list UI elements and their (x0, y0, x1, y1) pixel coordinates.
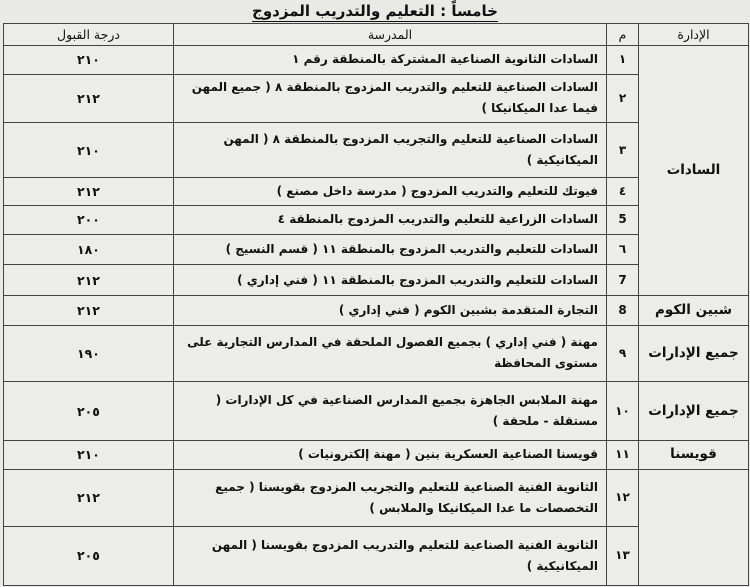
header-admin: الإدارة (639, 24, 749, 46)
school-name: السادات الصناعية للتعليم والتجريب المزدوج بالمنطقة ٨ ( المهن الميكانيكية ) (174, 123, 607, 178)
table-row (4, 123, 749, 178)
table-row (4, 325, 749, 381)
row-num: ٤ (607, 178, 639, 205)
table-row (4, 46, 749, 75)
admin-empty (639, 469, 749, 585)
school-name: فيوتك للتعليم والتدريب المزدوج ( مدرسة داخل مصنع ) (174, 178, 607, 205)
row-num: ٢ (607, 74, 639, 123)
admission-grade: ٢١٢ (4, 264, 174, 296)
table-row (4, 264, 749, 296)
section-title-text: خامساً : التعليم والتدريب المزدوج (252, 2, 498, 20)
row-num: 7 (607, 264, 639, 296)
admission-grade: ٢١٢ (4, 74, 174, 123)
table-row (4, 205, 749, 235)
admission-grade: ٢٠٠ (4, 205, 174, 235)
header-school: المدرسة (174, 24, 607, 46)
school-name: السادات الزراعية للتعليم والتدريب المزدوج بالمنطقة ٤ (174, 205, 607, 235)
admin-sadat: السادات (639, 46, 749, 296)
admin-all-2: جميع الإدارات (639, 381, 749, 440)
row-num: ١٣ (607, 526, 639, 585)
header-grade: درجة القبول (4, 24, 174, 46)
admission-grade: ٢٠٥ (4, 526, 174, 585)
table-row (4, 526, 749, 585)
school-name: مهنة الملابس الجاهزة بجميع المدارس الصناعية في كل الإدارات ( مستقلة - ملحقة ) (174, 381, 607, 440)
row-num: ٩ (607, 325, 639, 381)
school-name: الثانوية الفنية الصناعية للتعليم والتدريب المزدوج بقويسنا ( المهن الميكانيكية ) (174, 526, 607, 585)
school-name: الثانوية الفنية الصناعية للتعليم والتجريب المزدوج بقويسنا ( جميع التخصصات ما عدا الميكانيكا والملابس ) (174, 469, 607, 526)
row-num: ٣ (607, 123, 639, 178)
admin-quesna: قويسنا (639, 441, 749, 470)
row-num: ١١ (607, 441, 639, 470)
school-name: السادات الصناعية للتعليم والتدريب المزدوج بالمنطقة ٨ ( جميع المهن فيما عدا الميكانيكا ) (174, 74, 607, 123)
row-num: ١٢ (607, 469, 639, 526)
admission-grade: ٢١٠ (4, 123, 174, 178)
school-name: التجارة المتقدمة بشبين الكوم ( فني إداري ) (174, 296, 607, 326)
school-name: السادات الثانوية الصناعية المشتركة بالمنطقة رقم ١ (174, 46, 607, 75)
section-title (0, 0, 750, 22)
row-num: ١٠ (607, 381, 639, 440)
row-num: 8 (607, 296, 639, 326)
row-num: ٦ (607, 235, 639, 265)
table-row (4, 74, 749, 123)
table-header-row (4, 24, 749, 46)
table-row (4, 441, 749, 470)
admin-shebin: شبين الكوم (639, 296, 749, 326)
admission-grade: ٢٠٥ (4, 381, 174, 440)
admission-grade: ١٨٠ (4, 235, 174, 265)
table-row (4, 381, 749, 440)
school-name: مهنة ( فني إداري ) بجميع الفصول الملحقة في المدارس التجارية على مستوى المحافظة (174, 325, 607, 381)
table-row (4, 178, 749, 205)
header-num: م (607, 24, 639, 46)
school-name: قويسنا الصناعية العسكرية بنين ( مهنة إلكترونيات ) (174, 441, 607, 470)
admission-table (3, 23, 749, 586)
table-row (4, 469, 749, 526)
table-row (4, 296, 749, 326)
admission-grade: ٢١٢ (4, 178, 174, 205)
admission-grade: ٢١٢ (4, 296, 174, 326)
row-num: ١ (607, 46, 639, 75)
table-row (4, 235, 749, 265)
admission-grade: ٢١٠ (4, 441, 174, 470)
admission-grade: ٢١٠ (4, 46, 174, 75)
admission-grade: ١٩٠ (4, 325, 174, 381)
row-num: 5 (607, 205, 639, 235)
admin-all-1: جميع الإدارات (639, 325, 749, 381)
school-name: السادات للتعليم والتدريب المزدوج بالمنطقة ١١ ( فني إداري ) (174, 264, 607, 296)
admission-grade: ٢١٢ (4, 469, 174, 526)
school-name: السادات للتعليم والتدريب المزدوج بالمنطقة ١١ ( قسم النسيج ) (174, 235, 607, 265)
